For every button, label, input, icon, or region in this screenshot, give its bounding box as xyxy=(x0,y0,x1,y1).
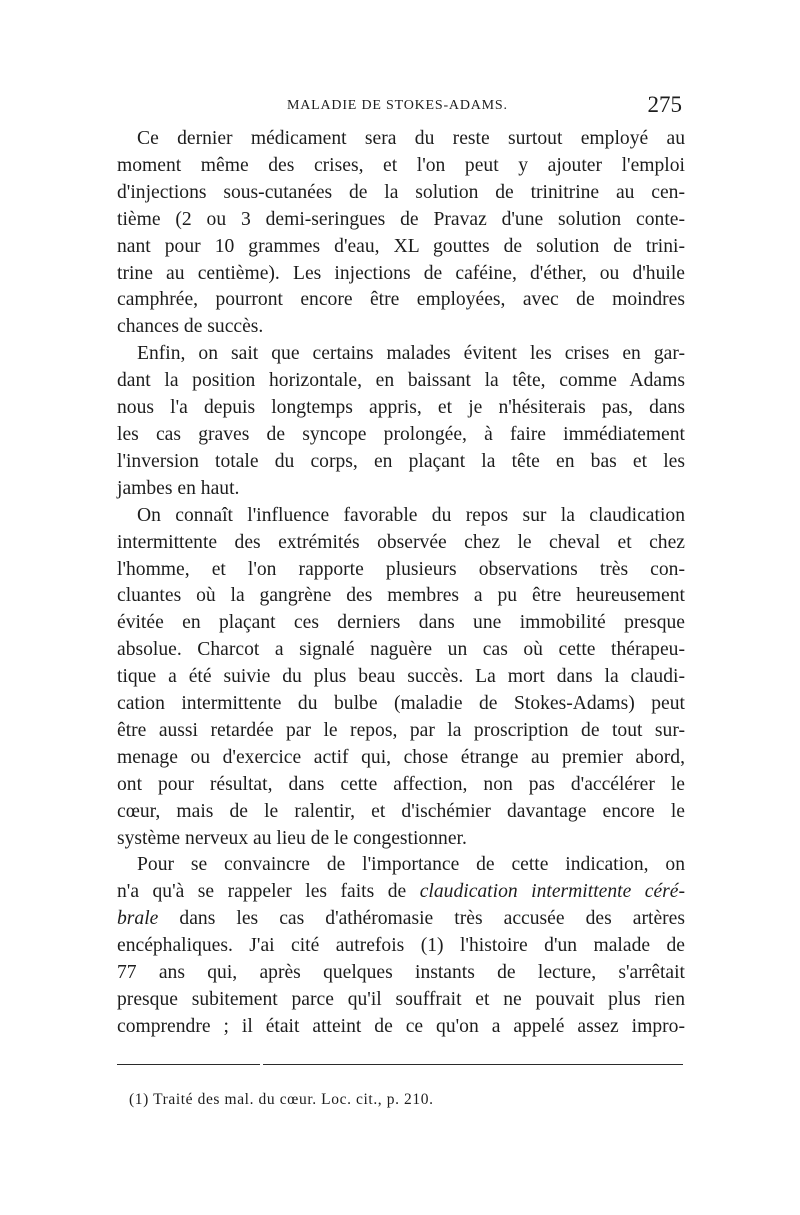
italic-term: claudication intermittente céré- xyxy=(419,881,685,903)
body-text xyxy=(117,126,685,1041)
paragraph-3 xyxy=(117,503,685,853)
text-line: Enfin, on sait que certains malades évitent les crises en gar- xyxy=(137,343,685,365)
paragraph-2 xyxy=(117,341,685,502)
text-line: chances de succès. xyxy=(117,316,264,338)
text-line: cluantes où la gangrène des membres a pu être heureusement xyxy=(117,585,685,607)
text-line: presque subitement parce qu'il souffrait et ne pouvait plus rien xyxy=(117,989,685,1010)
text-line: moment même des crises, et l'on peut y ajouter l'emploi xyxy=(117,154,685,176)
text-run: dans les cas d'athéromasie très accusée des artères xyxy=(158,908,685,930)
text-line xyxy=(117,906,685,933)
text-line: nous l'a depuis longtemps appris, et je n'hésiterais pas, dans xyxy=(117,397,685,419)
text-line: jambes en haut. xyxy=(117,477,240,499)
text-line: cation intermittente du bulbe (maladie de Stokes-Adams) peut xyxy=(117,693,685,715)
text-line: camphrée, pourront encore être employées, avec de moindres xyxy=(117,289,685,311)
text-line: trine au centième). Les injections de caféine, d'éther, ou d'huile xyxy=(117,262,685,284)
text-line: système nerveux au lieu de le congestionner. xyxy=(117,827,467,849)
italic-term: brale xyxy=(117,908,159,930)
paragraph-1 xyxy=(117,126,685,341)
text-line: être aussi retardée par le repos, par la proscription de tout sur- xyxy=(117,719,685,741)
text-line: menage ou d'exercice actif qui, chose étrange au premier abord, xyxy=(117,746,685,768)
text-line: 77 ans qui, après quelques instants de lecture, s'arrêtait xyxy=(117,962,685,984)
text-line: dant la position horizontale, en baissant la tête, comme Adams xyxy=(117,370,685,392)
text-line: absolue. Charcot a signalé naguère un cas où cette thérapeu- xyxy=(117,639,685,661)
text-line xyxy=(117,879,685,906)
paragraph-4 xyxy=(117,852,685,1040)
footnote-separator-left xyxy=(117,1064,260,1065)
text-line: tique a été suivie du plus beau succès. La mort dans la claudi- xyxy=(117,666,685,688)
text-line: cœur, mais de le ralentir, et d'ischémier davantage encore le xyxy=(117,800,685,822)
text-line: comprendre ; il était atteint de ce qu'on a appelé assez impro- xyxy=(117,1015,685,1037)
text-line: encéphaliques. J'ai cité autrefois (1) l'histoire d'un malade de xyxy=(117,935,685,957)
footnote-separator-right xyxy=(263,1064,683,1065)
text-line: intermittente des extrémités observée chez le cheval et chez xyxy=(117,531,685,553)
footnote: (1) Traité des mal. du cœur. Loc. cit., p. 210. xyxy=(129,1091,434,1108)
text-line: l'inversion totale du corps, en plaçant la tête en bas et les xyxy=(117,450,685,472)
text-line: nant pour 10 grammes d'eau, XL gouttes de solution de trini- xyxy=(117,235,685,257)
text-line: d'injections sous-cutanées de la solution de trinitrine au cen- xyxy=(117,181,685,203)
running-title: MALADIE DE STOKES-ADAMS. xyxy=(287,98,508,113)
page-header xyxy=(117,92,682,122)
text-line: On connaît l'influence favorable du repos sur la claudication xyxy=(137,504,685,526)
page-number: 275 xyxy=(647,92,682,117)
text-line: ont pour résultat, dans cette affection, non pas d'accélérer le xyxy=(117,773,685,795)
text-line: l'homme, et l'on rapporte plusieurs observations très con- xyxy=(117,558,685,580)
text-line: tième (2 ou 3 demi-seringues de Pravaz d'une solution conte- xyxy=(117,208,685,230)
text-line: Ce dernier médicament sera du reste surtout employé au xyxy=(137,128,685,149)
text-line: évitée en plaçant ces derniers dans une immobilité presque xyxy=(117,612,685,634)
text-run: n'a qu'à se rappeler les faits de xyxy=(117,881,420,903)
text-line: les cas graves de syncope prolongée, à faire immédiatement xyxy=(117,423,685,445)
text-line: Pour se convaincre de l'importance de cette indication, on xyxy=(137,854,685,876)
